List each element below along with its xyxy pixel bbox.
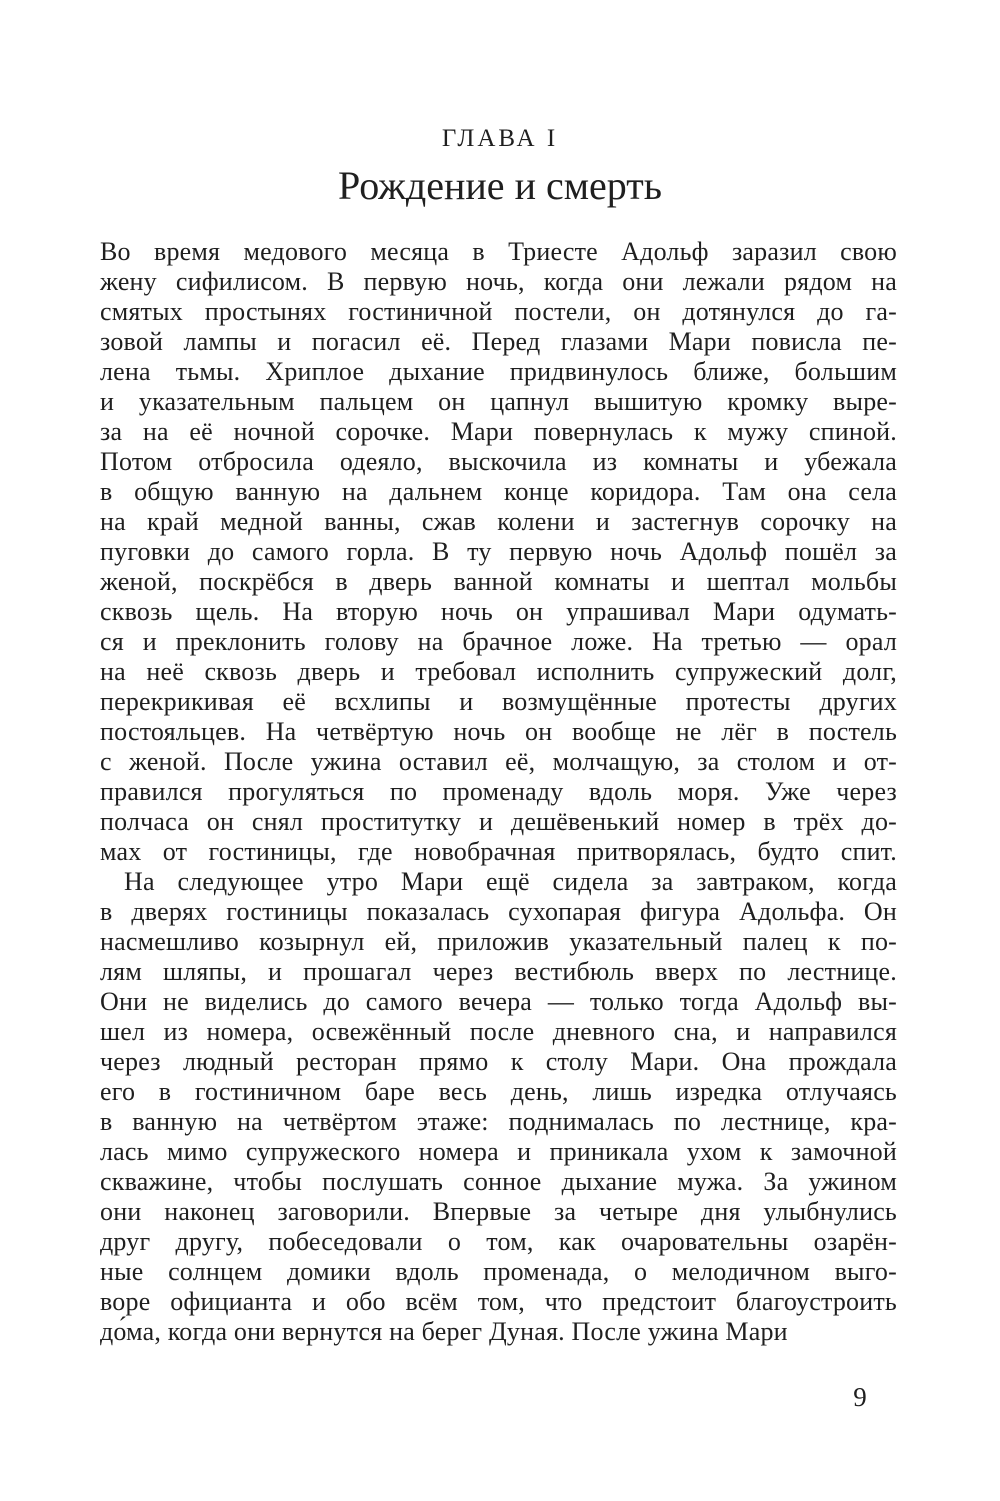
chapter-title: Рождение и смерть <box>338 163 662 208</box>
text-line: Они не виделись до самого вечера — только тогда Адольф вы- <box>100 987 897 1016</box>
text-line: на неё сквозь дверь и требовал исполнить супружеский долг, <box>100 657 897 686</box>
text-line: На следующее утро Мари ещё сидела за завтраком, когда <box>124 867 897 896</box>
page-number: 9 <box>853 1382 867 1412</box>
text-line: лена тьмы. Хриплое дыхание придвинулось ближе, большим <box>100 357 897 386</box>
text-line: мах от гостиницы, где новобрачная притворялась, будто спит. <box>100 837 897 866</box>
text-line: пуговки до самого горла. В ту первую ночь Адольф пошёл за <box>100 537 897 566</box>
text-line: его в гостиничном баре весь день, лишь изредка отлучаясь <box>100 1077 897 1106</box>
text-line: полчаса он снял проститутку и дешёвенький номер в трёх до- <box>100 807 897 836</box>
text-line: через людный ресторан прямо к столу Мари. Она прождала <box>100 1047 897 1076</box>
text-line: в ванную на четвёртом этаже: поднималась по лестнице, кра- <box>100 1107 897 1136</box>
paragraph <box>100 867 897 1347</box>
text-line: ные солнцем домики вдоль променада, о мелодичном выго- <box>100 1257 897 1286</box>
text-line: смятых простынях гостиничной постели, он дотянулся до га- <box>100 297 897 326</box>
text-line: насмешливо козырнул ей, приложив указательный палец к по- <box>100 927 897 956</box>
text-line: правился прогуляться по променаду вдоль моря. Уже через <box>100 777 897 806</box>
text-line: перекрикивая её всхлипы и возмущённые протесты других <box>100 687 897 716</box>
text-line: в общую ванную на дальнем конце коридора. Там она села <box>100 477 897 506</box>
text-line: и указательным пальцем он цапнул вышитую кромку выре- <box>100 387 897 416</box>
text-line: за на её ночной сорочке. Мари повернулась к мужу спиной. <box>100 417 897 446</box>
text-line: Потом отбросила одеяло, выскочила из комнаты и убежала <box>100 447 897 476</box>
text-line: лям шляпы, и прошагал через вестибюль вверх по лестнице. <box>100 957 897 986</box>
text-line: постояльцев. На четвёртую ночь он вообще не лёг в постель <box>100 717 897 746</box>
text-line: Во время медового месяца в Триесте Адольф заразил свою <box>100 237 897 266</box>
text-line: скважине, чтобы послушать сонное дыхание мужа. За ужином <box>100 1167 897 1196</box>
text-line: шел из номера, освежённый после дневного сна, и направился <box>100 1017 897 1046</box>
text-line: воре официанта и обо всём том, что предстоит благоустроить <box>100 1287 897 1316</box>
text-line: сквозь щель. На вторую ночь он упрашивал Мари одумать- <box>100 597 897 626</box>
text-line: в дверях гостиницы показалась сухопарая фигура Адольфа. Он <box>100 897 897 926</box>
chapter-label: ГЛАВА I <box>441 125 559 152</box>
text-line: с женой. После ужина оставил её, молчащую, за столом и от- <box>100 747 897 776</box>
body-text <box>100 237 897 1347</box>
paragraph <box>100 237 897 867</box>
text-line: ся и преклонить голову на брачное ложе. На третью — орал <box>100 627 897 656</box>
text-line: друг другу, побеседовали о том, как очаровательны озарён- <box>100 1227 897 1256</box>
text-line: женой, поскрёбся в дверь ванной комнаты и шептал мольбы <box>100 567 897 596</box>
text-line: зовой лампы и погасил её. Перед глазами Мари повисла пе- <box>100 327 897 356</box>
text-line: лась мимо супружеского номера и приникала ухом к замочной <box>100 1137 897 1166</box>
text-line: до́ма, когда они вернутся на берег Дуная. После ужина Мари <box>100 1317 788 1346</box>
text-line: они наконец заговорили. Впервые за четыре дня улыбнулись <box>100 1197 897 1226</box>
text-line: жену сифилисом. В первую ночь, когда они лежали рядом на <box>100 267 897 296</box>
text-line: на край медной ванны, сжав колени и застегнув сорочку на <box>100 507 897 536</box>
